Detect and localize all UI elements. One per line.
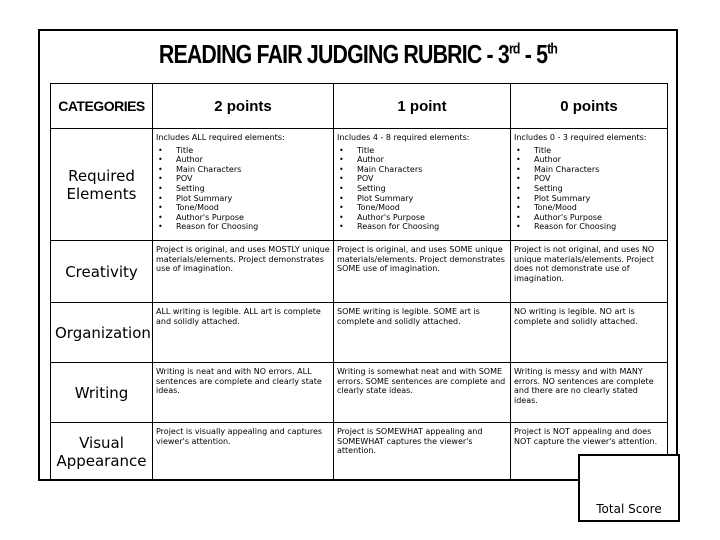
creativity-1-point: Project is original, and uses SOME unique materials/elements. Project demonstrates SOME use of imagination. — [334, 241, 511, 303]
required-element-item: • Title — [357, 146, 507, 156]
total-score-box[interactable] — [578, 454, 680, 522]
category-organization: Organization — [51, 303, 153, 363]
rubric-frame — [38, 29, 678, 481]
visual-1-point: Project is SOMEWHAT appealing and SOMEWHAT captures the viewer's attention. — [334, 423, 511, 481]
required-element-item: • Setting — [176, 184, 330, 194]
title-sup-rd: rd — [508, 40, 520, 58]
category-required-elements: Required Elements — [51, 129, 153, 241]
title-main: READING FAIR JUDGING RUBRIC - 3 — [158, 39, 509, 69]
row-creativity — [51, 241, 668, 303]
category-writing: Writing — [51, 363, 153, 423]
required-element-item: • Main Characters — [534, 165, 664, 175]
visual-2-points: Project is visually appealing and captures viewer's attention. — [153, 423, 334, 481]
creativity-2-points: Project is original, and uses MOSTLY unique materials/elements. Project demonstrates use of imagination. — [153, 241, 334, 303]
category-creativity: Creativity — [51, 241, 153, 303]
required-element-item: • Title — [176, 146, 330, 156]
required-element-item: • Plot Summary — [357, 194, 507, 204]
required-element-item: • Main Characters — [357, 165, 507, 175]
required-element-item: • Reason for Choosing — [357, 222, 507, 232]
required-element-item: • Plot Summary — [176, 194, 330, 204]
writing-0-points: Writing is messy and with MANY errors. NO sentences are complete and there are no clearly stated ideas. — [511, 363, 668, 423]
header-categories: CATEGORIES — [51, 84, 153, 129]
required-element-item: • Tone/Mood — [176, 203, 330, 213]
organization-1-point: SOME writing is legible. SOME art is complete and solidly attached. — [334, 303, 511, 363]
required-element-item: • POV — [534, 174, 664, 184]
required-element-item: • Author — [357, 155, 507, 165]
required-2-points — [153, 129, 334, 241]
required-1-lead: Includes 4 - 8 required elements: — [337, 133, 470, 142]
required-2-list — [156, 146, 330, 232]
required-1-list — [337, 146, 507, 232]
required-element-item: • Tone/Mood — [534, 203, 664, 213]
page-title — [97, 39, 619, 70]
header-row — [51, 84, 668, 129]
required-element-item: • Author — [534, 155, 664, 165]
required-0-list — [514, 146, 664, 232]
required-element-item: • Reason for Choosing — [176, 222, 330, 232]
required-element-item: • Setting — [357, 184, 507, 194]
required-element-item: • Title — [534, 146, 664, 156]
category-visual-appearance: Visual Appearance — [51, 423, 153, 481]
header-1-point: 1 point — [334, 84, 511, 129]
creativity-0-points: Project is not original, and uses NO unique materials/elements. Project does not demonstrate use of imagination. — [511, 241, 668, 303]
writing-1-point: Writing is somewhat neat and with SOME errors. SOME sentences are complete and clearly state ideas. — [334, 363, 511, 423]
required-element-item: • Reason for Choosing — [534, 222, 664, 232]
required-element-item: • Plot Summary — [534, 194, 664, 204]
required-element-item: • Author — [176, 155, 330, 165]
required-element-item: • Tone/Mood — [357, 203, 507, 213]
required-0-points — [511, 129, 668, 241]
required-0-lead: Includes 0 - 3 required elements: — [514, 133, 647, 142]
header-0-points: 0 points — [511, 84, 668, 129]
total-score-label: Total Score — [596, 502, 662, 516]
row-visual-appearance — [51, 423, 668, 481]
visual-0-points: Project is NOT appealing and does NOT capture the viewer's attention. — [511, 423, 668, 481]
required-element-item: • Main Characters — [176, 165, 330, 175]
required-element-item: • POV — [357, 174, 507, 184]
title-sup-th: th — [547, 40, 558, 58]
title-mid: - 5 — [519, 39, 548, 69]
rubric-table — [50, 83, 668, 481]
required-element-item: • Setting — [534, 184, 664, 194]
required-element-item: • POV — [176, 174, 330, 184]
organization-0-points: NO writing is legible. NO art is complete and solidly attached. — [511, 303, 668, 363]
required-element-item: • Author's Purpose — [357, 213, 507, 223]
row-writing — [51, 363, 668, 423]
organization-2-points: ALL writing is legible. ALL art is complete and solidly attached. — [153, 303, 334, 363]
writing-2-points: Writing is neat and with NO errors. ALL sentences are complete and clearly state ideas. — [153, 363, 334, 423]
row-organization — [51, 303, 668, 363]
row-required-elements — [51, 129, 668, 241]
required-2-lead: Includes ALL required elements: — [156, 133, 285, 142]
header-2-points: 2 points — [153, 84, 334, 129]
required-1-point — [334, 129, 511, 241]
required-element-item: • Author's Purpose — [534, 213, 664, 223]
required-element-item: • Author's Purpose — [176, 213, 330, 223]
